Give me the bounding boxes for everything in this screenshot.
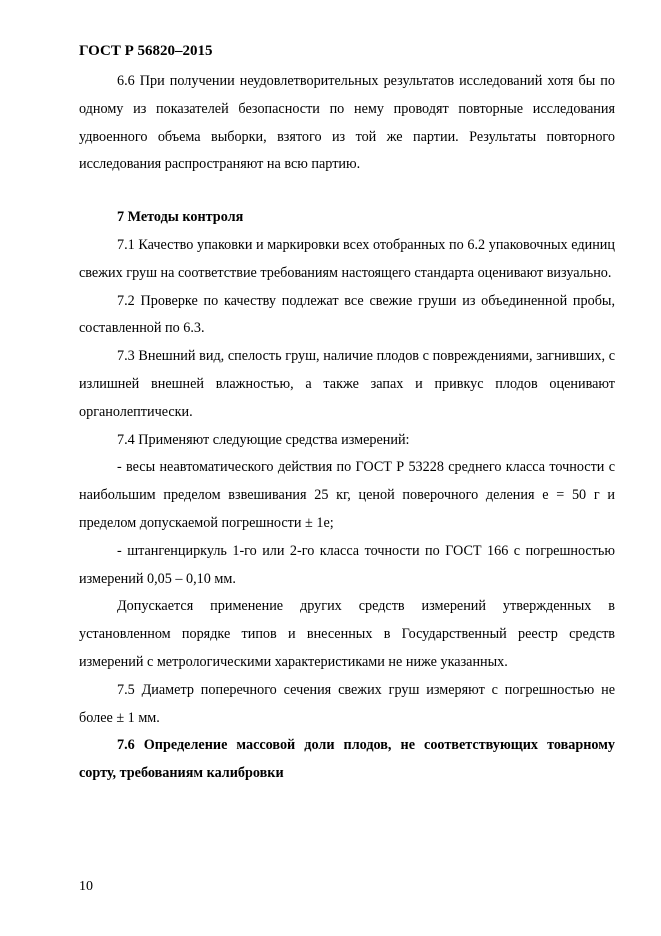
paragraph-6-6: 6.6 При получении неудовлетворительных результатов исследований хотя бы по одному из показателей безопасности по нему проводят повторные исследования удвоенного объема выборки, взятого из той же партии. Результаты повторного исследования распространяют на всю партию.	[79, 73, 615, 173]
list-item-caliper: - штангенциркуль 1-го или 2-го класса точности по ГОСТ 166 с погрешностью измерений 0,05 – 0,10 мм.	[79, 542, 615, 587]
paragraph-7-4: 7.4 Применяют следующие средства измерений:	[117, 431, 410, 448]
subsection-title-7-6: 7.6 Определение массовой доли плодов, не соответствующих товарному сорту, требованиям калибровки	[79, 737, 615, 782]
paragraph-7-3: 7.3 Внешний вид, спелость груш, наличие плодов с повреждениями, загнивших, с излишней внешней влажностью, а также запах и привкус плодов оценивают органолептически.	[79, 348, 615, 420]
paragraph-7-1: 7.1 Качество упаковки и маркировки всех отобранных по 6.2 упаковочных единиц свежих груш на соответствие требованиям настоящего стандарта оценивают визуально.	[79, 236, 615, 281]
page-number: 10	[79, 879, 93, 894]
paragraph-7-2: 7.2 Проверке по качеству подлежат все свежие груши из объединенной пробы, составленной по 6.3.	[79, 292, 615, 337]
section-title-7: 7 Методы контроля	[117, 209, 244, 226]
paragraph-7-4-note: Допускается применение других средств измерений утвержденных в установленном порядке типов и внесенных в Государственный реестр средств измерений с метрологическими характеристиками не ниже указанных.	[79, 598, 615, 670]
paragraph-7-5: 7.5 Диаметр поперечного сечения свежих груш измеряют с погрешностью не более ± 1 мм.	[79, 681, 615, 726]
document-code-header: ГОСТ Р 56820–2015	[79, 43, 213, 59]
list-item-scales: - весы неавтоматического действия по ГОСТ Р 53228 среднего класса точности с наибольшим пределом взвешивания 25 кг, ценой поверочного деления e = 50 г и пределом допускаемой погрешности ± 1e;	[79, 459, 615, 531]
page-body	[79, 68, 615, 788]
